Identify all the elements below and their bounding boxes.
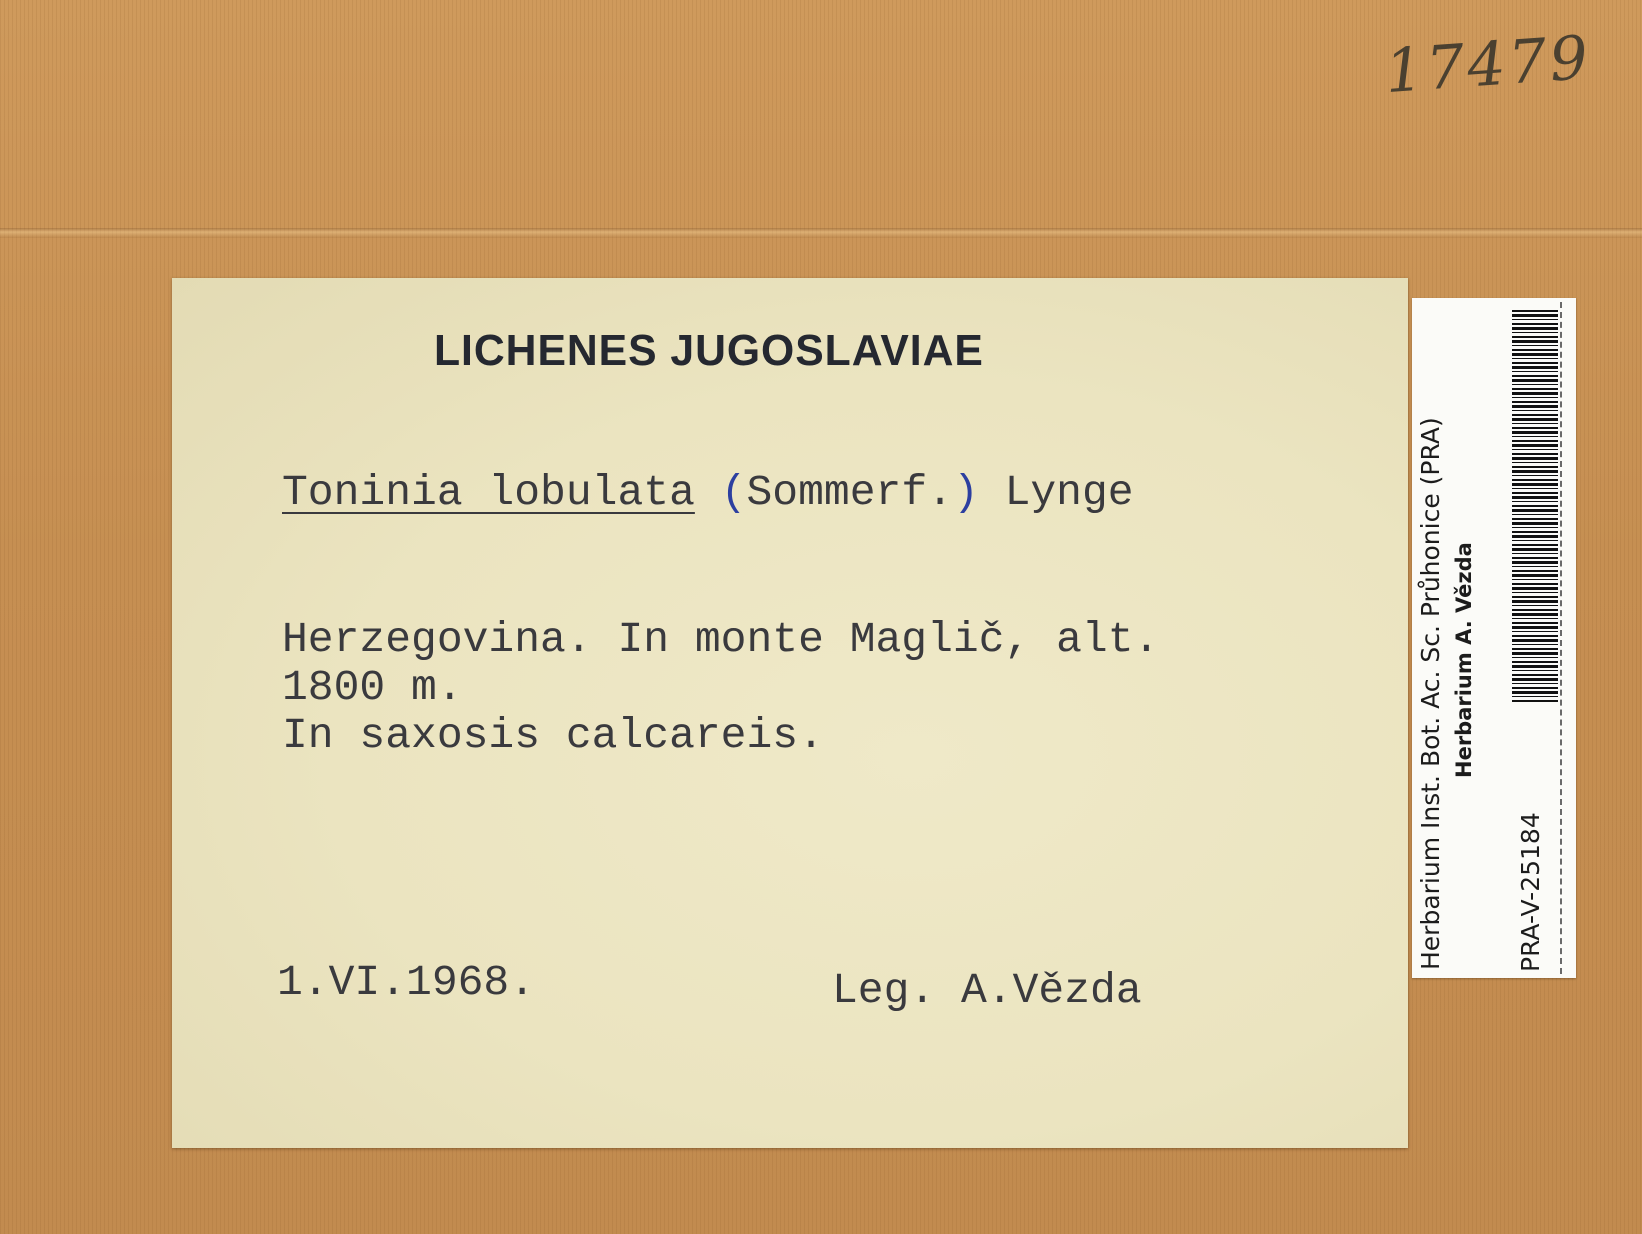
- barcode-label: [1412, 298, 1576, 978]
- habitat-line: In saxosis calcareis.: [282, 711, 824, 760]
- specimen-id: PRA-V-25184: [1516, 812, 1545, 972]
- collector: Leg. A.Vězda: [832, 966, 1142, 1015]
- locality-line: Herzegovina. In monte Maglič, alt.: [282, 615, 1160, 664]
- author-paren-close: ): [952, 468, 979, 517]
- specimen-label: [172, 278, 1408, 1148]
- combining-author: Lynge: [1004, 468, 1134, 517]
- species-author: Sommerf.: [746, 468, 953, 517]
- locality-block: [282, 616, 1159, 760]
- handwritten-accession-number: 17479: [1382, 22, 1594, 108]
- institution-name: Herbarium Inst. Bot. Ac. Sc. Průhonice (PRA): [1416, 417, 1445, 970]
- barcode: [1512, 310, 1558, 702]
- collection-date: 1.VI.1968.: [277, 958, 536, 1007]
- species-name: Toninia lobulata: [282, 468, 695, 517]
- label-title: LICHENES JUGOSLAVIAE: [434, 326, 984, 375]
- species-line: [282, 468, 1134, 517]
- author-paren-open: (: [720, 468, 747, 517]
- cut-line: [1560, 302, 1562, 974]
- envelope-fold-line: [0, 228, 1642, 238]
- herbarium-collection: Herbarium A. Vězda: [1452, 542, 1476, 778]
- locality-line: 1800 m.: [282, 663, 463, 712]
